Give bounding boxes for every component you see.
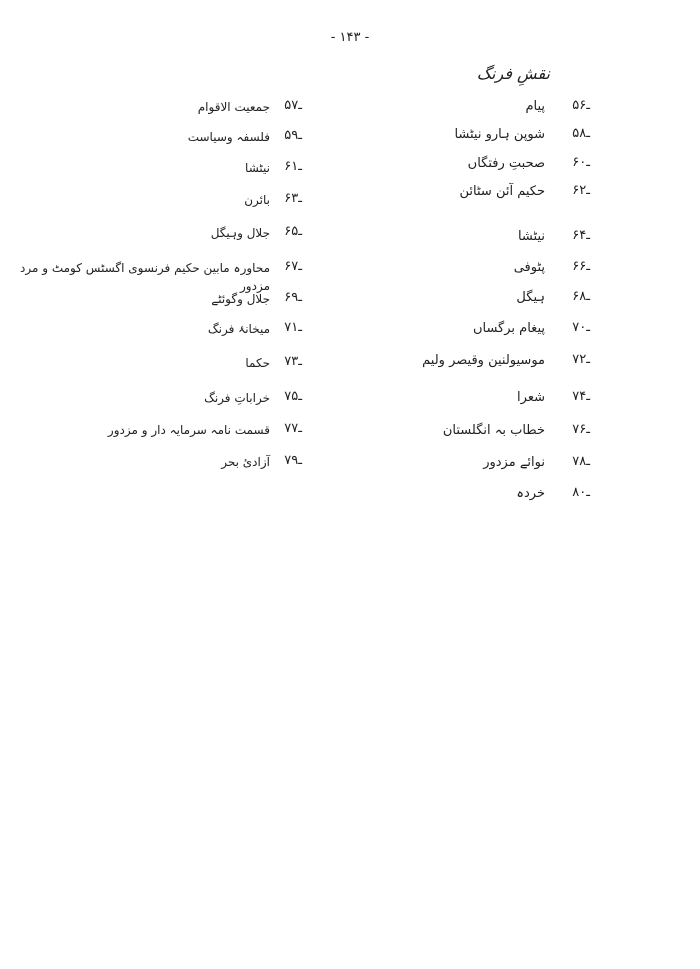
entry-number: ـ ۶۶: [550, 259, 590, 274]
entry-title: محاورہ مابین حکیم فرنسوی اگسٹس کومٹ و مرد مزدور: [20, 261, 270, 293]
entry-title: جلال وہیگل: [210, 226, 270, 240]
entry-title: حکیم آئن سٹائن: [459, 184, 545, 199]
section-heading: نقشِ فرنگ: [476, 64, 550, 83]
entry-number: ـ ۷۸: [550, 454, 590, 469]
entry-number: ـ ۶۷: [262, 259, 302, 274]
entry-number: ـ ۶۳: [262, 191, 302, 206]
contents-entry: [0, 389, 310, 413]
entry-number: ـ ۶۲: [550, 183, 590, 198]
contents-entry: [350, 454, 700, 478]
entry-title: صحبتِ رفتگاں: [467, 156, 545, 171]
entry-number: ـ ۵۶: [550, 98, 590, 113]
contents-entry: [0, 98, 310, 122]
entry-number: ـ ۷۹: [262, 453, 302, 468]
entry-number: ـ ۷۷: [262, 421, 302, 436]
entry-title: قسمت نامہ سرمایہ دار و مزدور: [107, 423, 270, 437]
entry-title: پٹوفی: [513, 260, 545, 275]
entry-title: حکما: [245, 356, 270, 370]
entry-number: ـ ۷۰: [550, 320, 590, 335]
contents-entry: [0, 453, 310, 477]
contents-left-column: [0, 0, 310, 520]
entry-number: ـ ۸۰: [550, 485, 590, 500]
entry-title: جلال وگوئٹے: [211, 292, 270, 306]
entry-number: ـ ۶۵: [262, 224, 302, 239]
entry-number: ـ ۷۴: [550, 389, 590, 404]
entry-title: پیغام برگساں: [472, 321, 545, 336]
entry-number: ـ ۶۹: [262, 290, 302, 305]
entry-title: ہیگل: [516, 290, 545, 305]
contents-entry: [350, 320, 700, 344]
entry-title: موسیولنین وقیصر ولیم: [422, 353, 545, 368]
entry-number: ـ ۷۵: [262, 389, 302, 404]
contents-entry: [0, 421, 310, 445]
entry-number: ـ ۵۹: [262, 128, 302, 143]
entry-number: ـ ۵۷: [262, 98, 302, 113]
contents-entry: [0, 128, 310, 152]
entry-title: نیٹشا: [517, 229, 545, 244]
entry-title: فلسفہ وسیاست: [187, 130, 270, 144]
contents-entry: [0, 354, 310, 378]
entry-number: ـ ۶۰: [550, 155, 590, 170]
entry-number: ـ ۶۱: [262, 159, 302, 174]
contents-entry: [0, 224, 310, 248]
contents-entry: [350, 98, 700, 122]
entry-number: ـ ۶۸: [550, 289, 590, 304]
entry-title: نیٹشا: [245, 161, 270, 175]
contents-entry: [350, 228, 700, 252]
entry-number: ـ ۷۲: [550, 352, 590, 367]
contents-entry: [350, 485, 700, 509]
contents-right-column: [350, 0, 700, 520]
entry-title: نوائے مزدور: [483, 455, 545, 470]
entry-number: ـ ۵۸: [550, 126, 590, 141]
entry-number: ـ ۷۱: [262, 320, 302, 335]
entry-number: ـ ۶۴: [550, 228, 590, 243]
entry-number: ـ ۷۳: [262, 354, 302, 369]
entry-title: بائرن: [244, 193, 270, 207]
contents-entry: [0, 191, 310, 215]
entry-title: جمعیت الاقوام: [197, 100, 270, 114]
entry-title: خردہ: [516, 486, 545, 501]
contents-entry: [350, 126, 700, 150]
contents-entry: [0, 320, 310, 344]
contents-entry: [0, 159, 310, 183]
entry-title: شوپن ہارو نیٹشا: [454, 127, 545, 142]
contents-entry: [350, 155, 700, 179]
entry-title: شعرا: [517, 390, 545, 405]
contents-entry: [0, 259, 310, 293]
entry-title: پیام: [525, 99, 545, 114]
entry-title: آزادیٔ بحر: [221, 455, 270, 469]
contents-entry: [350, 289, 700, 313]
entry-number: ـ ۷۶: [550, 422, 590, 437]
entry-title: خراباتِ فرنگ: [204, 391, 270, 405]
entry-title: میخانۂ فرنگ: [207, 322, 270, 336]
contents-entry: [350, 183, 700, 207]
page-number: - ۱۴۳ -: [330, 30, 370, 45]
contents-entry: [350, 352, 700, 376]
contents-entry: [0, 290, 310, 314]
contents-entry: [350, 422, 700, 446]
contents-entry: [350, 389, 700, 413]
entry-title: خطاب بہ انگلستان: [442, 423, 545, 438]
contents-entry: [350, 259, 700, 283]
